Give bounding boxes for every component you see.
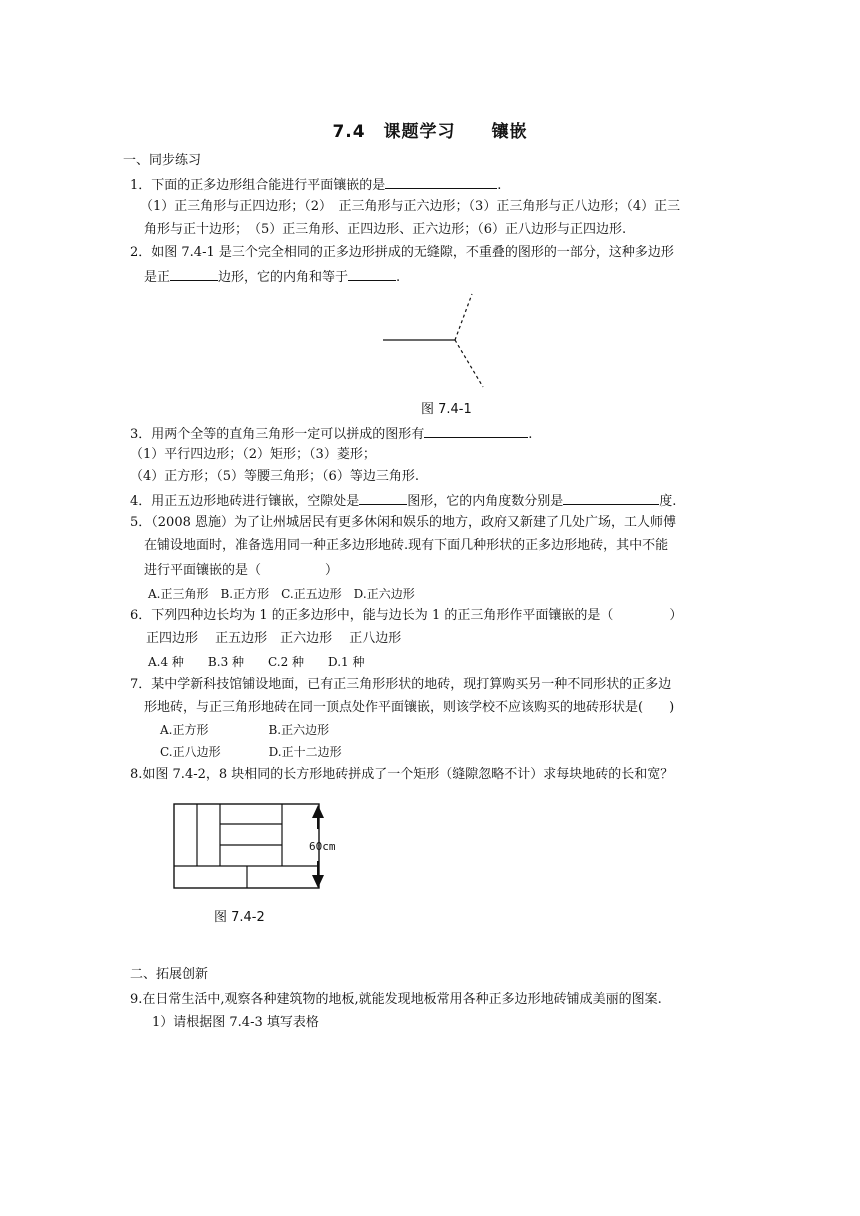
question-6-text-a: 6．下列四种边长均为 1 的正多边形中，能与边长为 1 的正三角形作平面镶嵌的是（ bbox=[130, 608, 614, 623]
figure-7-4-2-caption: 图 7.4-2 bbox=[214, 910, 265, 925]
question-4-text-c: 度. bbox=[659, 494, 677, 509]
question-5-line-3 bbox=[144, 563, 338, 579]
question-7-options-a: A.正方形 B.正六边形 bbox=[160, 723, 330, 737]
question-7-line-1: 7．某中学新科技馆铺设地面，已有正三角形形状的地砖，现打算购买另一种不同形状的正多边 bbox=[130, 677, 672, 692]
question-2-text-b: 边形，它的内角和等于 bbox=[218, 270, 349, 285]
question-2-text-a: 是正 bbox=[144, 270, 171, 285]
dashed-edge-upper bbox=[455, 294, 472, 340]
figure-7-4-2 bbox=[172, 802, 362, 894]
question-3-options-a: （1）平行四边形；（2）矩形；（3）菱形； bbox=[130, 447, 376, 462]
question-4-stem bbox=[130, 492, 676, 510]
question-7-line-2: 形地砖，与正三角形地砖在同一顶点处作平面镶嵌，则该学校不应该购买的地砖形状是( ) bbox=[144, 700, 675, 715]
question-9-line-2: 1）请根据图 7.4-3 填写表格 bbox=[152, 1015, 319, 1030]
question-3-text: 3．用两个全等的直角三角形一定可以拼成的图形有 bbox=[130, 427, 425, 442]
question-5-text-a: 进行平面镶嵌的是（ bbox=[144, 563, 262, 578]
figure-7-4-1 bbox=[380, 290, 490, 390]
question-3-options-b: （4）正方形；（5）等腰三角形；（6）等边三角形. bbox=[130, 469, 419, 484]
question-1-end: . bbox=[497, 178, 502, 193]
question-8-stem: 8.如图 7.4-2，8 块相同的长方形地砖拼成了一个矩形（缝隙忽略不计）求每块地砖的长和宽？ bbox=[130, 767, 674, 782]
section-heading-1: 一、同步练习 bbox=[123, 153, 202, 168]
question-2-line-1: 2．如图 7.4-1 是三个完全相同的正多边形拼成的无缝隙，不重叠的图形的一部分，这种多边形 bbox=[130, 245, 674, 260]
question-6-line-2: 正四边形 正五边形 正六边形 正八边形 bbox=[146, 631, 402, 646]
dashed-edge-lower bbox=[455, 340, 483, 387]
answer-blank[interactable] bbox=[424, 425, 528, 438]
question-4-text-a: 4．用正五边形地砖进行镶嵌，空隙处是 bbox=[130, 494, 360, 509]
dimension-arrowhead-down bbox=[312, 875, 324, 888]
answer-blank[interactable] bbox=[170, 268, 218, 281]
question-3-end: . bbox=[528, 427, 533, 442]
question-6-text-b: ） bbox=[669, 608, 683, 623]
question-6-line-1 bbox=[130, 608, 682, 624]
question-2-text-c: . bbox=[396, 270, 401, 285]
question-1-options-a: （1）正三角形与正四边形；（2） 正三角形与正六边形；（3）正三角形与正八边形；（4）正三 bbox=[140, 199, 681, 214]
page-title: 7.4 课题学习 镶嵌 bbox=[332, 122, 528, 142]
question-6-options: A.4 种 B.3 种 C.2 种 D.1 种 bbox=[148, 655, 365, 669]
figure-7-4-1-caption: 图 7.4-1 bbox=[421, 402, 472, 417]
dimension-arrowhead-up bbox=[312, 805, 324, 818]
question-1-stem bbox=[130, 176, 501, 194]
question-7-options-b: C.正八边形 D.正十二边形 bbox=[160, 745, 342, 759]
question-1-options-b: 角形与正十边形； （5）正三角形、正四边形、正六边形；（6）正八边形与正四边形. bbox=[144, 222, 627, 237]
answer-blank[interactable] bbox=[348, 268, 396, 281]
answer-blank[interactable] bbox=[359, 492, 407, 505]
answer-blank[interactable] bbox=[563, 492, 659, 505]
question-3-stem bbox=[130, 425, 532, 443]
dimension-label: 60cm bbox=[309, 840, 336, 853]
answer-blank[interactable] bbox=[385, 176, 497, 189]
question-1-text: 1．下面的正多边形组合能进行平面镶嵌的是 bbox=[130, 178, 386, 193]
question-5-options: A.正三角形 B.正方形 C.正五边形 D.正六边形 bbox=[148, 587, 415, 601]
section-heading-2: 二、拓展创新 bbox=[130, 967, 209, 982]
question-5-line-2: 在铺设地面时，准备选用同一种正多边形地砖.现有下面几种形状的正多边形地砖，其中不能 bbox=[144, 538, 669, 553]
question-2-line-2 bbox=[144, 268, 400, 286]
question-5-line-1: 5．（2008 恩施）为了让州城居民有更多休闲和娱乐的地方，政府又新建了几处广场，工人师傅 bbox=[130, 515, 676, 530]
question-5-text-b: ） bbox=[325, 563, 339, 578]
question-9-line-1: 9.在日常生活中,观察各种建筑物的地板,就能发现地板常用各种正多边形地砖铺成美丽的图案. bbox=[130, 992, 662, 1007]
question-4-text-b: 图形，它的内角度数分别是 bbox=[407, 494, 564, 509]
